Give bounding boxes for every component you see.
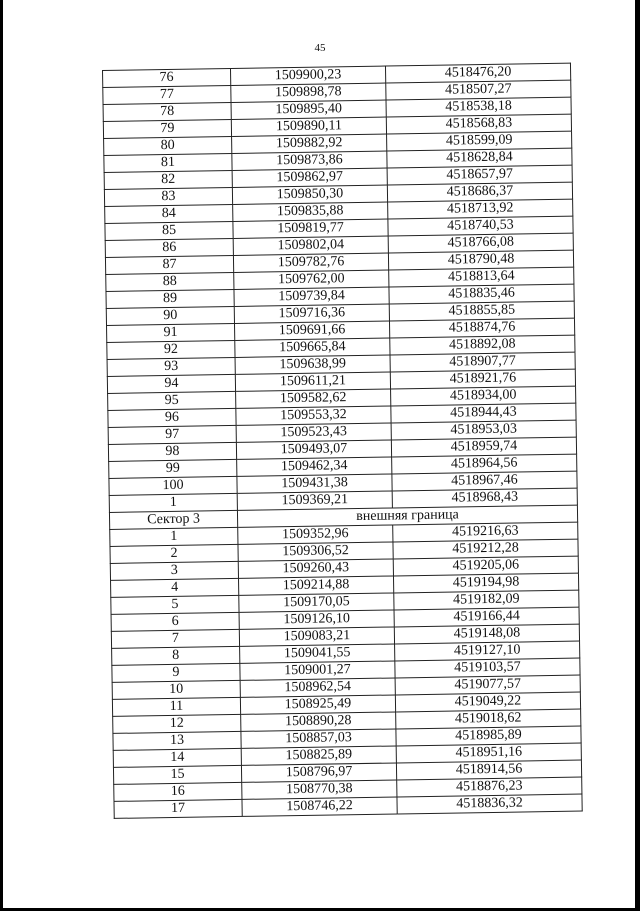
scan-edge-left xyxy=(0,0,3,911)
x-coordinate: 1509611,21 xyxy=(235,372,390,391)
point-number: 4 xyxy=(111,578,239,597)
y-coordinate: 4518568,83 xyxy=(386,114,571,134)
x-coordinate: 1509170,05 xyxy=(239,593,394,612)
y-coordinate: 4519182,09 xyxy=(394,590,579,610)
x-coordinate: 1509835,88 xyxy=(233,202,388,221)
x-coordinate: 1509782,76 xyxy=(233,253,388,272)
point-number: 88 xyxy=(106,272,234,291)
x-coordinate: 1509001,27 xyxy=(240,661,395,680)
y-coordinate: 4518813,64 xyxy=(389,267,574,287)
x-coordinate: 1509716,36 xyxy=(234,304,389,323)
point-number: 1 xyxy=(110,527,238,546)
x-coordinate: 1509126,10 xyxy=(239,610,394,629)
point-number: 15 xyxy=(113,765,241,784)
y-coordinate: 4518836,32 xyxy=(397,794,582,814)
page-number: 45 xyxy=(314,42,326,54)
y-coordinate: 4518985,89 xyxy=(396,726,581,746)
table-a-body xyxy=(103,63,578,512)
point-number: 82 xyxy=(104,170,232,189)
x-coordinate: 1509260,43 xyxy=(238,559,393,578)
point-number: 99 xyxy=(109,459,237,478)
x-coordinate: 1509352,96 xyxy=(238,525,393,544)
y-coordinate: 4518964,56 xyxy=(392,454,577,474)
x-coordinate: 1508857,03 xyxy=(241,729,396,748)
point-number: 13 xyxy=(113,731,241,750)
x-coordinate: 1509691,66 xyxy=(234,321,389,340)
x-coordinate: 1509762,00 xyxy=(234,270,389,289)
y-coordinate: 4518538,18 xyxy=(386,97,571,117)
scan-edge-right xyxy=(635,0,640,911)
y-coordinate: 4518790,48 xyxy=(388,250,573,270)
sector-label: Сектор 3 xyxy=(109,510,237,529)
x-coordinate: 1509665,84 xyxy=(235,338,390,357)
y-coordinate: 4518951,16 xyxy=(396,743,581,763)
x-coordinate: 1509041,55 xyxy=(240,644,395,663)
table-b-body xyxy=(110,522,582,818)
point-number: 2 xyxy=(110,544,238,563)
y-coordinate: 4518835,46 xyxy=(389,284,574,304)
y-coordinate: 4518968,43 xyxy=(392,488,577,508)
point-number: 100 xyxy=(109,476,237,495)
y-coordinate: 4519205,06 xyxy=(393,556,578,576)
x-coordinate: 1509638,99 xyxy=(235,355,390,374)
x-coordinate: 1509523,43 xyxy=(236,423,391,442)
y-coordinate: 4519166,44 xyxy=(394,607,579,627)
point-number: 11 xyxy=(112,697,240,716)
x-coordinate: 1509214,88 xyxy=(239,576,394,595)
y-coordinate: 4518507,27 xyxy=(386,80,571,100)
point-number: 7 xyxy=(111,629,239,648)
y-coordinate: 4518657,97 xyxy=(387,165,572,185)
point-number: 83 xyxy=(104,187,232,206)
x-coordinate: 1508746,22 xyxy=(242,797,397,816)
point-number: 76 xyxy=(103,68,231,87)
x-coordinate: 1509862,97 xyxy=(232,168,387,187)
y-coordinate: 4518967,46 xyxy=(392,471,577,491)
x-coordinate: 1509462,34 xyxy=(237,457,392,476)
y-coordinate: 4518914,56 xyxy=(396,760,581,780)
y-coordinate: 4519103,57 xyxy=(395,658,580,678)
y-coordinate: 4518934,00 xyxy=(391,386,576,406)
y-coordinate: 4518476,20 xyxy=(385,63,570,83)
y-coordinate: 4519212,28 xyxy=(393,539,578,559)
x-coordinate: 1508825,89 xyxy=(241,746,396,765)
x-coordinate: 1509850,30 xyxy=(232,185,387,204)
y-coordinate: 4518713,92 xyxy=(388,199,573,219)
point-number: 17 xyxy=(114,799,242,818)
y-coordinate: 4518599,09 xyxy=(387,131,572,151)
y-coordinate: 4519049,22 xyxy=(395,692,580,712)
y-coordinate: 4518892,08 xyxy=(390,335,575,355)
x-coordinate: 1509431,38 xyxy=(237,474,392,493)
x-coordinate: 1509898,78 xyxy=(231,83,386,102)
x-coordinate: 1509819,77 xyxy=(233,219,388,238)
x-coordinate: 1508925,49 xyxy=(240,695,395,714)
point-number: 12 xyxy=(113,714,241,733)
x-coordinate: 1508962,54 xyxy=(240,678,395,697)
y-coordinate: 4519018,62 xyxy=(396,709,581,729)
x-coordinate: 1508770,38 xyxy=(242,780,397,799)
point-number: 92 xyxy=(107,340,235,359)
point-number: 77 xyxy=(103,85,231,104)
x-coordinate: 1508890,28 xyxy=(241,712,396,731)
x-coordinate: 1509369,21 xyxy=(237,491,392,510)
point-number: 9 xyxy=(112,663,240,682)
y-coordinate: 4518907,77 xyxy=(390,352,575,372)
point-number: 8 xyxy=(112,646,240,665)
point-number: 78 xyxy=(103,102,231,121)
x-coordinate: 1509895,40 xyxy=(231,100,386,119)
point-number: 94 xyxy=(107,374,235,393)
y-coordinate: 4519127,10 xyxy=(395,641,580,661)
y-coordinate: 4518766,08 xyxy=(388,233,573,253)
y-coordinate: 4519077,57 xyxy=(395,675,580,695)
x-coordinate: 1509553,32 xyxy=(236,406,391,425)
y-coordinate: 4518953,03 xyxy=(391,420,576,440)
point-number: 96 xyxy=(108,408,236,427)
x-coordinate: 1509802,04 xyxy=(233,236,388,255)
x-coordinate: 1509900,23 xyxy=(230,66,385,85)
point-number: 81 xyxy=(104,153,232,172)
point-number: 93 xyxy=(107,357,235,376)
y-coordinate: 4519148,08 xyxy=(394,624,579,644)
point-number: 14 xyxy=(113,748,241,767)
coordinates-sheet xyxy=(102,63,582,819)
point-number: 79 xyxy=(103,119,231,138)
y-coordinate: 4518686,37 xyxy=(387,182,572,202)
point-number: 98 xyxy=(108,442,236,461)
y-coordinate: 4519216,63 xyxy=(393,522,578,542)
point-number: 5 xyxy=(111,595,239,614)
coordinates-table xyxy=(102,63,583,819)
point-number: 90 xyxy=(106,306,234,325)
y-coordinate: 4519194,98 xyxy=(393,573,578,593)
y-coordinate: 4518740,53 xyxy=(388,216,573,236)
x-coordinate: 1509493,07 xyxy=(236,440,391,459)
point-number: 91 xyxy=(107,323,235,342)
y-coordinate: 4518855,85 xyxy=(389,301,574,321)
y-coordinate: 4518959,74 xyxy=(391,437,576,457)
sector-boundary: внешняя граница xyxy=(237,505,577,527)
x-coordinate: 1509890,11 xyxy=(231,117,386,136)
point-number: 6 xyxy=(111,612,239,631)
y-coordinate: 4518876,23 xyxy=(397,777,582,797)
point-number: 89 xyxy=(106,289,234,308)
y-coordinate: 4518921,76 xyxy=(390,369,575,389)
point-number: 95 xyxy=(108,391,236,410)
point-number: 3 xyxy=(110,561,238,580)
point-number: 86 xyxy=(105,238,233,257)
point-number: 85 xyxy=(105,221,233,240)
x-coordinate: 1509882,92 xyxy=(232,134,387,153)
point-number: 97 xyxy=(108,425,236,444)
point-number: 87 xyxy=(105,255,233,274)
x-coordinate: 1509083,21 xyxy=(239,627,394,646)
x-coordinate: 1509873,86 xyxy=(232,151,387,170)
point-number: 80 xyxy=(104,136,232,155)
point-number: 10 xyxy=(112,680,240,699)
y-coordinate: 4518628,84 xyxy=(387,148,572,168)
x-coordinate: 1509739,84 xyxy=(234,287,389,306)
point-number: 1 xyxy=(109,493,237,512)
point-number: 84 xyxy=(105,204,233,223)
point-number: 16 xyxy=(114,782,242,801)
y-coordinate: 4518944,43 xyxy=(391,403,576,423)
x-coordinate: 1508796,97 xyxy=(241,763,396,782)
x-coordinate: 1509582,62 xyxy=(236,389,391,408)
y-coordinate: 4518874,76 xyxy=(389,318,574,338)
x-coordinate: 1509306,52 xyxy=(238,542,393,561)
